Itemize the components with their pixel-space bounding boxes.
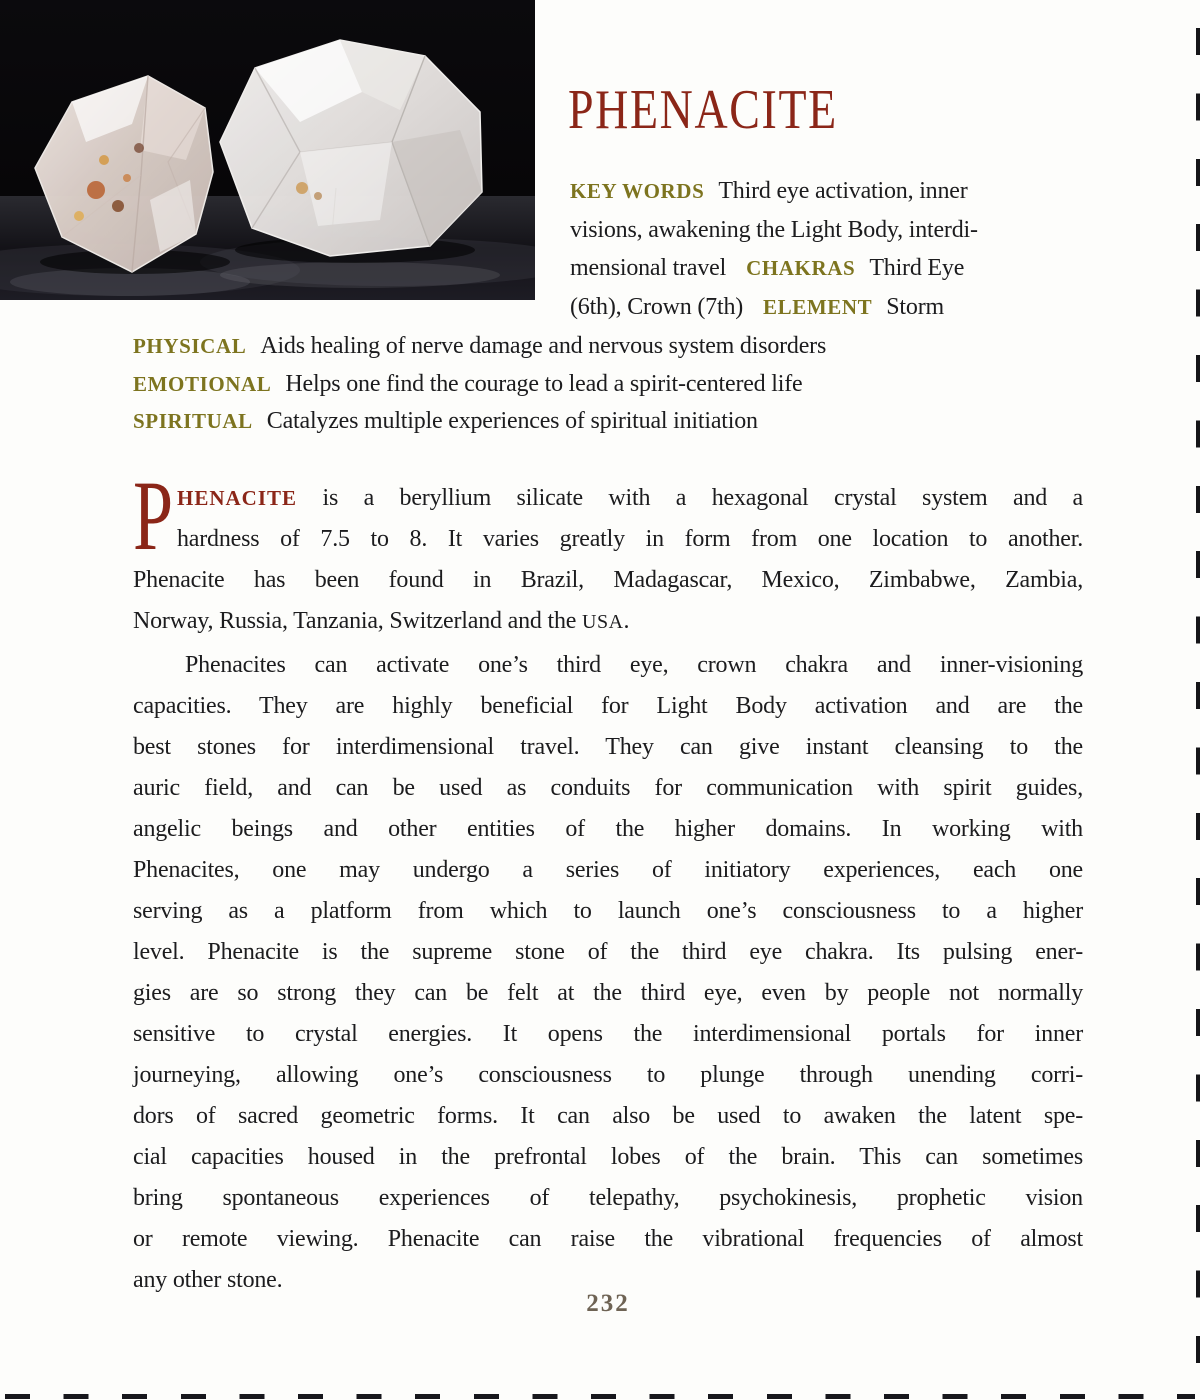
inline-label: ELEMENT bbox=[763, 294, 873, 319]
page-title: PHENACITE bbox=[568, 79, 838, 141]
text-line bbox=[133, 645, 1083, 686]
text-segment: or remote viewing. Phenacite can raise the vibrational frequencies of almost bbox=[133, 1226, 1083, 1252]
text-line bbox=[133, 973, 1083, 1014]
text-segment: capacities. They are highly beneficial for Light Body activation and are the bbox=[133, 693, 1083, 719]
body-paragraph-1 bbox=[133, 460, 1083, 643]
text-line bbox=[570, 172, 1075, 211]
text-segment: Third eye activation, inner bbox=[718, 178, 968, 204]
text-segment: best stones for interdimensional travel. They can give instant cleansing to the bbox=[133, 734, 1083, 760]
text-line bbox=[133, 1178, 1083, 1219]
text-line bbox=[133, 768, 1083, 809]
text-line bbox=[570, 211, 1075, 250]
text-segment: bring spontaneous experiences of telepathy, psychokinesis, prophetic vision bbox=[133, 1185, 1083, 1211]
text-segment: hardness of 7.5 to 8. It varies greatly in form from one location to another. bbox=[177, 526, 1083, 552]
text-line bbox=[133, 1055, 1083, 1096]
text-segment: visions, awakening the Light Body, interdi- bbox=[570, 216, 978, 243]
text-line bbox=[133, 601, 1083, 643]
text-segment: Phenacite has been found in Brazil, Madagascar, Mexico, Zimbabwe, Zambia, bbox=[133, 567, 1083, 593]
text-segment: any other stone. bbox=[133, 1267, 283, 1293]
text-segment: sensitive to crystal energies. It opens the interdimensional portals for inner bbox=[133, 1021, 1083, 1047]
text-line bbox=[133, 519, 1083, 560]
text-segment: auric field, and can be used as conduits for communication with spirit guides, bbox=[133, 775, 1083, 801]
text-segment: level. Phenacite is the supreme stone of the third eye chakra. Its pulsing ener- bbox=[133, 939, 1083, 965]
text-segment: dors of sacred geometric forms. It can also be used to awaken the latent spe- bbox=[133, 1103, 1083, 1129]
text-line bbox=[133, 1014, 1083, 1055]
text-segment: serving as a platform from which to launch one’s consciousness to a higher bbox=[133, 898, 1083, 924]
text-segment: Phenacites, one may undergo a series of initiatory experiences, each one bbox=[133, 857, 1083, 883]
text-segment: gies are so strong they can be felt at the third eye, even by people not normally bbox=[133, 980, 1083, 1006]
inline-label: CHAKRAS bbox=[746, 256, 856, 280]
text-segment: Phenacites can activate one’s third eye, crown chakra and inner-visioning bbox=[185, 652, 1083, 678]
text-segment: mensional travel bbox=[570, 255, 727, 281]
body-paragraph-2 bbox=[133, 645, 1083, 1301]
crystal-photo-art bbox=[0, 0, 535, 300]
text-segment: (6th), Crown (7th) bbox=[570, 293, 744, 320]
text-segment: Norway, Russia, Tanzania, Switzerland and the bbox=[133, 608, 582, 634]
text-segment: is a beryllium silicate with a hexagonal crystal system and a bbox=[297, 485, 1083, 511]
text-segment: Aids healing of nerve damage and nervous system disorders bbox=[260, 333, 827, 359]
text-line bbox=[133, 1137, 1083, 1178]
text-segment: USA bbox=[582, 611, 624, 633]
inline-label: EMOTIONAL bbox=[133, 371, 272, 396]
text-line bbox=[570, 249, 1075, 288]
text-line bbox=[133, 727, 1083, 768]
text-line bbox=[133, 686, 1083, 727]
inline-label: PHYSICAL bbox=[133, 334, 247, 358]
text-segment: cial capacities housed in the prefrontal lobes of the brain. This can sometimes bbox=[133, 1144, 1083, 1170]
text-segment: Catalyzes multiple experiences of spiritual initiation bbox=[266, 408, 758, 434]
page-number: 232 bbox=[586, 1290, 630, 1317]
inline-label: SPIRITUAL bbox=[133, 409, 253, 433]
text-line bbox=[133, 328, 1083, 366]
text-segment: HENACITE bbox=[177, 486, 298, 510]
page-edge-ticks-right bbox=[1196, 28, 1200, 1394]
text-line bbox=[133, 891, 1083, 932]
text-line bbox=[133, 1219, 1083, 1260]
text-line bbox=[133, 478, 1083, 519]
text-line bbox=[133, 1096, 1083, 1137]
phenacite-crystals-photo bbox=[0, 0, 535, 300]
attributes-block bbox=[133, 328, 1083, 441]
inline-label: KEY WORDS bbox=[570, 179, 705, 203]
drop-cap: P bbox=[133, 460, 174, 571]
text-line bbox=[133, 809, 1083, 850]
text-line bbox=[133, 850, 1083, 891]
text-line bbox=[133, 403, 1083, 441]
page-edge-dashes-bottom bbox=[5, 1394, 1195, 1399]
text-segment: angelic beings and other entities of the higher domains. In working with bbox=[133, 816, 1083, 842]
text-segment: journeying, allowing one’s consciousness to plunge through unending corri- bbox=[133, 1062, 1083, 1088]
text-segment: Helps one find the courage to lead a spirit-centered life bbox=[285, 370, 803, 397]
text-segment: Storm bbox=[886, 293, 944, 320]
text-segment: Third Eye bbox=[869, 255, 965, 281]
text-line bbox=[133, 560, 1083, 601]
text-segment: . bbox=[623, 608, 630, 634]
text-line bbox=[570, 288, 1075, 327]
text-line bbox=[133, 366, 1083, 404]
text-line bbox=[133, 932, 1083, 973]
key-words-block bbox=[570, 172, 1075, 326]
